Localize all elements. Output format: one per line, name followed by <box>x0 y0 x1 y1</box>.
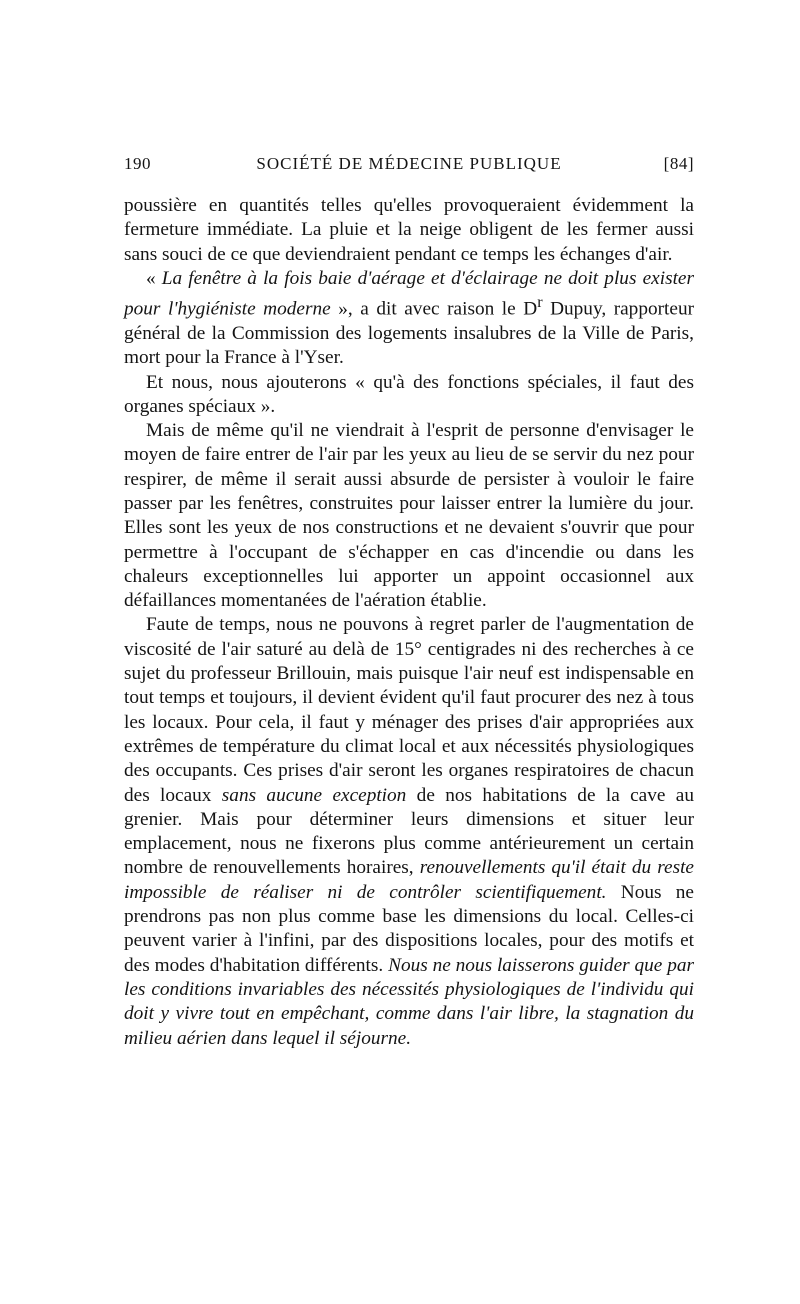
paragraph-organes: Et nous, nous ajouterons « qu'à des fonctions spéciales, il faut des organes spéciaux ». <box>124 371 694 417</box>
title-superscript: r <box>537 294 543 312</box>
attribution-rest: Dupuy, rapporteur général de la Commission des logements insalubres de la Ville de Paris, mort pour la France à l'Yser. <box>124 298 695 369</box>
bracket-page-number: [84] <box>663 154 694 173</box>
italic-phrase-1: sans aucune exception <box>221 784 407 806</box>
running-head <box>124 150 694 180</box>
italic-phrase-2: renouvellements qu'il était du reste impossible de réaliser ni de contrôler scientifiquement. <box>124 857 694 903</box>
paragraph-quotation <box>124 267 694 371</box>
paragraph-continuation: poussière en quantités telles qu'elles provoqueraient évidemment la fermeture immédiate. La pluie et la neige obligent de les fermer aussi sans souci de ce que deviendraient pendant ce temps les échanges d'air. <box>124 195 694 265</box>
quoted-sentence: La fenêtre à la fois baie d'aérage et d'éclairage ne doit plus exister pour l'hygiéniste moderne <box>124 267 694 320</box>
paragraph-fenetres: Mais de même qu'il ne viendrait à l'esprit de personne d'envisager le moyen de faire entrer de l'air par les yeux au lieu de se servir du nez pour respirer, de même il serait aussi absurde de persister à vouloir le faire passer par les fenêtres, construites pour laisser entrer la lumière du jour. Elles sont les yeux de nos constructions et ne devaient s'ouvrir que pour permettre à l'occupant de s'échapper en cas d'incendie ou dans les chaleurs exceptionnelles lui apporter un appoint occasionnel aux défaillances momentanées de l'aération établie. <box>124 420 694 612</box>
text-part-2: de nos habitations de la cave au grenier. Mais pour déterminer leurs dimensions et situer leur emplacement, nous ne fixerons plus comme antérieurement un certain nombre de renouvellements horaires, <box>124 784 694 879</box>
body-text <box>124 194 694 1051</box>
attribution: », a dit avec raison le D <box>330 298 538 320</box>
text-part-3: Nous ne prendrons pas non plus comme base les dimensions du local. Celles-ci peuvent varier à l'infini, par des dispositions locales, pour des motifs et des modes d'habitation différents. <box>124 881 694 976</box>
book-page <box>124 150 694 1051</box>
text-part-1: Faute de temps, nous ne pouvons à regret parler de l'augmentation de viscosité de l'air saturé au delà de 15° centigrades ni des recherches à ce sujet du professeur Brillouin, mais puisque l'air neuf est indispensable en tout temps et toujours, il devient évident qu'il faut procurer des nez à tous les locaux. Pour cela, il faut y ménager des prises d'air appropriées aux extrêmes de température du climat local et aux nécessités physiologiques des occupants. Ces prises d'air seront les organes respiratoires de chacun des locaux <box>124 614 694 806</box>
open-quote: « <box>146 267 162 289</box>
journal-title: SOCIÉTÉ DE MÉDECINE PUBLIQUE <box>256 154 562 173</box>
paragraph-prises-air <box>124 613 694 1050</box>
italic-phrase-3: Nous ne nous laisserons guider que par les conditions invariables des nécessités physiologiques de l'individu qui doit y vivre tout en empêchant, comme dans l'air libre, la stagnation du milieu aérien dans lequel il séjourne. <box>124 954 694 1049</box>
page-number: 190 <box>124 154 151 173</box>
